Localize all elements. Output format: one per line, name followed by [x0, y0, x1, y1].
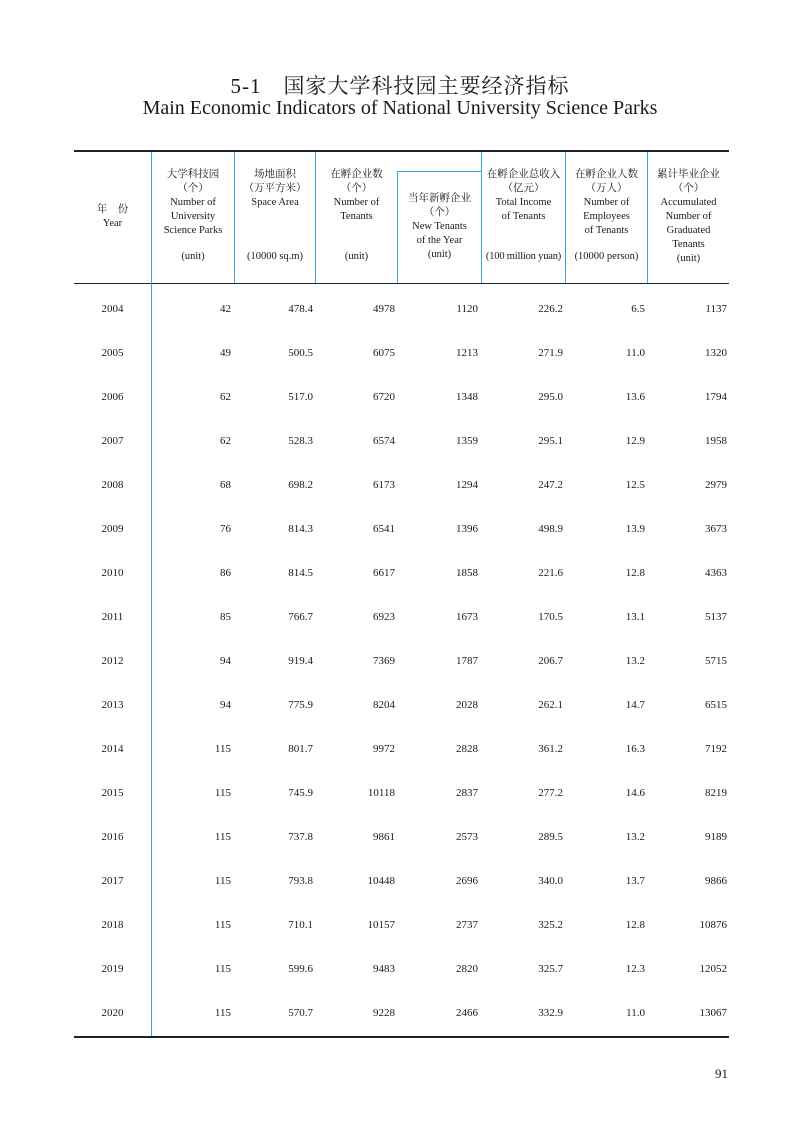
cell-year: 2005	[101, 347, 124, 359]
header-income	[482, 168, 565, 224]
cell-parks: 115	[214, 919, 231, 931]
cell-graduated: 1320	[705, 347, 727, 359]
header-parks-en: University	[170, 211, 216, 222]
header-area-unit: (10000 sq.m)	[247, 251, 303, 262]
cell-employees: 13.7	[625, 875, 645, 887]
cell-employees: 13.2	[625, 831, 645, 843]
cell-tenants: 6720	[373, 391, 395, 403]
header-tenants-en: Tenants	[340, 211, 373, 222]
cell-graduated: 1794	[705, 391, 727, 403]
header-graduated-en: Number of	[665, 211, 712, 222]
cell-area: 766.7	[288, 611, 313, 623]
cell-income: 295.1	[538, 435, 563, 447]
cell-tenants: 6923	[373, 611, 395, 623]
cell-employees: 11.0	[626, 1007, 645, 1019]
header-employees-cn: 在孵企业人数	[575, 169, 638, 180]
cell-area: 775.9	[288, 699, 313, 711]
cell-income: 295.0	[538, 391, 563, 403]
cell-new-tenants: 1858	[456, 567, 478, 579]
header-graduated-en: Tenants	[672, 239, 705, 250]
cell-graduated: 9189	[705, 831, 727, 843]
header-year-cn: 年 份	[96, 204, 129, 215]
cell-tenants: 10118	[367, 787, 395, 799]
cell-tenants: 9972	[373, 743, 395, 755]
cell-income: 262.1	[538, 699, 563, 711]
cell-new-tenants: 2696	[456, 875, 478, 887]
cell-graduated: 7192	[705, 743, 727, 755]
header-new-tenants-en: New Tenants	[412, 221, 467, 232]
cell-parks: 115	[214, 875, 231, 887]
cell-new-tenants: 2466	[456, 1007, 478, 1019]
cell-tenants: 6617	[373, 567, 395, 579]
cell-income: 340.0	[538, 875, 563, 887]
cell-new-tenants: 2737	[456, 919, 478, 931]
cell-employees: 14.6	[625, 787, 645, 799]
cell-year: 2016	[101, 831, 124, 843]
cell-employees: 14.7	[625, 699, 645, 711]
cell-new-tenants: 1213	[456, 347, 478, 359]
cell-year: 2004	[101, 303, 124, 315]
header-area-cn-unit: （万平方米）	[243, 183, 307, 194]
cell-year: 2012	[101, 655, 124, 667]
header-parks-cn-unit: （个）	[177, 183, 209, 194]
cell-tenants: 10157	[367, 919, 395, 931]
cell-parks: 86	[220, 567, 231, 579]
cell-area: 710.1	[288, 919, 313, 931]
header-income-cn-unit: （亿元）	[502, 183, 545, 194]
cell-year: 2013	[101, 699, 124, 711]
cell-area: 599.6	[288, 963, 313, 975]
header-new-tenants-cn-unit: （个）	[423, 207, 456, 218]
page-title-english: Main Economic Indicators of National University Science Parks	[142, 97, 658, 119]
cell-employees: 13.9	[625, 523, 645, 535]
cell-area: 745.9	[288, 787, 313, 799]
cell-income: 332.9	[538, 1007, 563, 1019]
column-divider	[151, 152, 152, 1036]
header-income-unit: (100 million yuan)	[485, 251, 562, 262]
header-employees-en: Number of	[583, 197, 630, 208]
cell-graduated: 1137	[705, 303, 727, 315]
header-tenants	[316, 168, 397, 224]
cell-area: 793.8	[288, 875, 313, 887]
cell-income: 289.5	[538, 831, 563, 843]
cell-new-tenants: 1120	[456, 303, 478, 315]
cell-new-tenants: 1673	[456, 611, 478, 623]
cell-tenants: 9861	[373, 831, 395, 843]
cell-year: 2018	[101, 919, 124, 931]
cell-income: 271.9	[538, 347, 563, 359]
cell-graduated: 10876	[699, 919, 727, 931]
cell-new-tenants: 1359	[456, 435, 478, 447]
cell-employees: 13.2	[625, 655, 645, 667]
cell-employees: 13.1	[625, 611, 645, 623]
cell-area: 814.3	[288, 523, 313, 535]
cell-graduated: 4363	[705, 567, 727, 579]
cell-parks: 62	[220, 391, 231, 403]
header-employees-en: Employees	[583, 211, 630, 222]
cell-parks: 115	[214, 1007, 231, 1019]
header-graduated-cn-unit: （个）	[672, 183, 705, 194]
header-area-cn: 场地面积	[254, 169, 296, 180]
header-graduated-en: Accumulated	[660, 197, 717, 208]
cell-year: 2007	[101, 435, 124, 447]
cell-graduated: 5715	[705, 655, 727, 667]
cell-area: 919.4	[288, 655, 313, 667]
cell-graduated: 13067	[699, 1007, 727, 1019]
cell-income: 226.2	[538, 303, 563, 315]
cell-tenants: 4978	[373, 303, 395, 315]
header-tenants-cn-unit: （个）	[340, 183, 373, 194]
header-employees-cn-unit: （万人）	[585, 183, 628, 194]
cell-parks: 42	[220, 303, 231, 315]
cell-new-tenants: 2573	[456, 831, 478, 843]
cell-employees: 6.5	[631, 303, 645, 315]
cell-income: 221.6	[538, 567, 563, 579]
cell-parks: 85	[220, 611, 231, 623]
cell-graduated: 8219	[705, 787, 727, 799]
cell-area: 698.2	[288, 479, 313, 491]
cell-new-tenants: 2820	[456, 963, 478, 975]
cell-income: 170.5	[538, 611, 563, 623]
cell-income: 277.2	[538, 787, 563, 799]
cell-parks: 115	[214, 963, 231, 975]
cell-tenants: 6541	[373, 523, 395, 535]
cell-employees: 12.5	[625, 479, 645, 491]
cell-employees: 12.9	[625, 435, 645, 447]
page-number: 91	[715, 1066, 728, 1081]
cell-parks: 62	[220, 435, 231, 447]
cell-income: 325.2	[538, 919, 563, 931]
header-employees-en: of Tenants	[584, 225, 629, 236]
cell-income: 361.2	[538, 743, 563, 755]
header-income-cn: 在孵企业总收入	[486, 169, 561, 180]
header-new-tenants-unit: (unit)	[427, 249, 452, 260]
header-graduated-en: Graduated	[666, 225, 711, 236]
cell-year: 2008	[101, 479, 124, 491]
cell-employees: 12.3	[625, 963, 645, 975]
header-new-tenants-cn: 当年新孵企业	[408, 193, 471, 204]
cell-parks: 94	[220, 699, 231, 711]
cell-income: 325.7	[538, 963, 563, 975]
cell-year: 2010	[101, 567, 124, 579]
cell-area: 517.0	[288, 391, 313, 403]
cell-area: 500.5	[288, 347, 313, 359]
cell-graduated: 2979	[705, 479, 727, 491]
header-parks	[152, 168, 234, 238]
new-tenants-header-divider	[397, 171, 481, 172]
header-employees	[566, 168, 647, 238]
header-graduated-unit: (unit)	[676, 253, 701, 264]
cell-year: 2006	[101, 391, 124, 403]
cell-new-tenants: 1396	[456, 523, 478, 535]
cell-graduated: 6515	[705, 699, 727, 711]
cell-graduated: 9866	[705, 875, 727, 887]
cell-year: 2011	[101, 611, 124, 623]
cell-year: 2014	[101, 743, 124, 755]
cell-employees: 16.3	[625, 743, 645, 755]
header-area	[235, 168, 315, 210]
table-top-rule	[74, 150, 729, 152]
cell-year: 2017	[101, 875, 124, 887]
cell-tenants: 8204	[373, 699, 395, 711]
cell-graduated: 3673	[705, 523, 727, 535]
header-employees-unit: (10000 person)	[574, 251, 639, 262]
cell-parks: 115	[214, 787, 231, 799]
cell-parks: 68	[220, 479, 231, 491]
cell-employees: 12.8	[625, 919, 645, 931]
cell-area: 528.3	[288, 435, 313, 447]
header-new-tenants-en: of the Year	[416, 235, 463, 246]
cell-area: 737.8	[288, 831, 313, 843]
cell-area: 478.4	[288, 303, 313, 315]
header-parks-unit: (unit)	[181, 251, 205, 262]
cell-area: 814.5	[288, 567, 313, 579]
cell-parks: 49	[220, 347, 231, 359]
cell-employees: 13.6	[625, 391, 645, 403]
header-parks-en: Number of	[170, 197, 216, 208]
header-year-en: Year	[102, 218, 123, 229]
cell-new-tenants: 1348	[456, 391, 478, 403]
cell-parks: 115	[214, 831, 231, 843]
cell-new-tenants: 2828	[456, 743, 478, 755]
header-parks-cn: 大学科技园	[166, 169, 220, 180]
cell-new-tenants: 2028	[456, 699, 478, 711]
table-bottom-rule	[74, 1036, 729, 1038]
header-area-en: Space Area	[251, 197, 299, 208]
header-parks-en: Science Parks	[163, 225, 223, 236]
cell-year: 2020	[101, 1007, 124, 1019]
cell-new-tenants: 1787	[456, 655, 478, 667]
header-tenants-unit: (unit)	[344, 251, 369, 262]
cell-income: 498.9	[538, 523, 563, 535]
header-year	[74, 203, 151, 231]
page-title-chinese: 5-1 国家大学科技园主要经济指标	[230, 74, 570, 98]
cell-year: 2015	[101, 787, 124, 799]
cell-new-tenants: 1294	[456, 479, 478, 491]
header-tenants-en: Number of	[333, 197, 380, 208]
header-graduated	[648, 168, 729, 266]
cell-graduated: 1958	[705, 435, 727, 447]
header-new-tenants	[398, 192, 481, 262]
cell-area: 570.7	[288, 1007, 313, 1019]
cell-tenants: 7369	[373, 655, 395, 667]
cell-parks: 94	[220, 655, 231, 667]
cell-tenants: 9228	[373, 1007, 395, 1019]
cell-tenants: 10448	[367, 875, 395, 887]
cell-year: 2009	[101, 523, 124, 535]
cell-tenants: 6574	[373, 435, 395, 447]
cell-employees: 12.8	[625, 567, 645, 579]
cell-tenants: 6173	[373, 479, 395, 491]
table-header-rule	[74, 283, 729, 284]
header-income-en: Total Income	[495, 197, 552, 208]
cell-graduated: 12052	[699, 963, 727, 975]
cell-income: 247.2	[538, 479, 563, 491]
cell-parks: 76	[220, 523, 231, 535]
cell-year: 2019	[101, 963, 124, 975]
cell-graduated: 5137	[705, 611, 727, 623]
cell-tenants: 6075	[373, 347, 395, 359]
cell-area: 801.7	[288, 743, 313, 755]
cell-new-tenants: 2837	[456, 787, 478, 799]
header-tenants-cn: 在孵企业数	[330, 169, 383, 180]
cell-parks: 115	[214, 743, 231, 755]
header-income-en: of Tenants	[501, 211, 546, 222]
cell-employees: 11.0	[626, 347, 645, 359]
header-graduated-cn: 累计毕业企业	[657, 169, 720, 180]
cell-income: 206.7	[538, 655, 563, 667]
cell-tenants: 9483	[373, 963, 395, 975]
